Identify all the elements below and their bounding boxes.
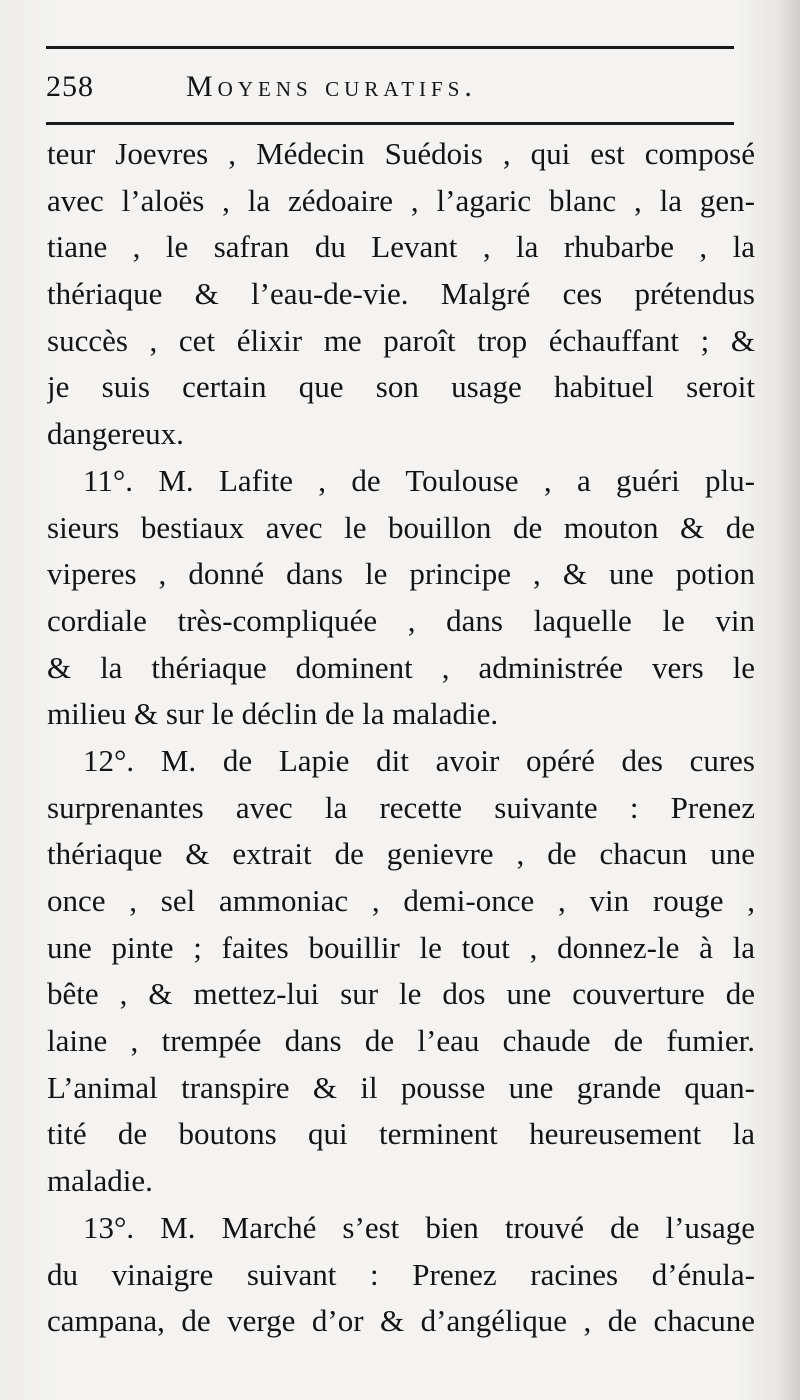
text-line: je suis certain que son usage habituel seroit bbox=[47, 369, 755, 405]
text-line: thériaque & extrait de genievre , de chacun une bbox=[47, 836, 755, 872]
text-line: thériaque & l’eau-de-vie. Malgré ces prétendus bbox=[47, 276, 755, 312]
page-header bbox=[46, 64, 736, 114]
text-line: & la thériaque dominent , administrée vers le bbox=[47, 649, 755, 685]
text-line: maladie. bbox=[47, 1163, 153, 1199]
text-line: succès , cet élixir me paroît trop échauffant ; & bbox=[47, 322, 755, 358]
text-line: teur Joevres , Médecin Suédois , qui est composé bbox=[47, 136, 755, 171]
text-line: sieurs bestiaux avec le bouillon de mouton & de bbox=[47, 509, 755, 545]
running-title: Moyens curatifs. bbox=[186, 70, 477, 103]
text-line: viperes , donné dans le principe , & une potion bbox=[47, 556, 755, 592]
page-edge-shadow bbox=[778, 0, 800, 1400]
text-line: du vinaigre suivant : Prenez racines d’énula- bbox=[47, 1256, 755, 1292]
body-text bbox=[47, 131, 755, 1345]
text-line: 11°. M. Lafite , de Toulouse , a guéri plu- bbox=[83, 462, 755, 498]
text-line: once , sel ammoniac , demi-once , vin rouge , bbox=[47, 883, 755, 918]
text-line: tité de boutons qui terminent heureusement la bbox=[47, 1116, 755, 1152]
text-line: tiane , le safran du Levant , la rhubarbe , la bbox=[47, 229, 755, 265]
text-line: dangereux. bbox=[47, 416, 184, 452]
text-line: cordiale très-compliquée , dans laquelle le vin bbox=[47, 602, 755, 638]
header-top-rule bbox=[46, 46, 734, 49]
header-bottom-rule bbox=[46, 122, 734, 125]
text-line: 12°. M. de Lapie dit avoir opéré des cures bbox=[83, 742, 755, 778]
text-line: milieu & sur le déclin de la maladie. bbox=[47, 696, 499, 732]
text-line: laine , trempée dans de l’eau chaude de fumier. bbox=[47, 1023, 755, 1059]
text-line: avec l’aloës , la zédoaire , l’agaric blanc , la gen- bbox=[47, 182, 755, 218]
text-line: campana, de verge d’or & d’angélique , de chacune bbox=[47, 1303, 755, 1339]
text-line: 13°. M. Marché s’est bien trouvé de l’usage bbox=[83, 1209, 755, 1245]
text-line: une pinte ; faites bouillir le tout , donnez-le à la bbox=[47, 929, 755, 965]
text-line: bête , & mettez-lui sur le dos une couverture de bbox=[47, 976, 755, 1012]
text-line: L’animal transpire & il pousse une grande quan- bbox=[47, 1069, 755, 1105]
page-number: 258 bbox=[46, 70, 94, 103]
text-line: surprenantes avec la recette suivante : Prenez bbox=[47, 789, 755, 825]
